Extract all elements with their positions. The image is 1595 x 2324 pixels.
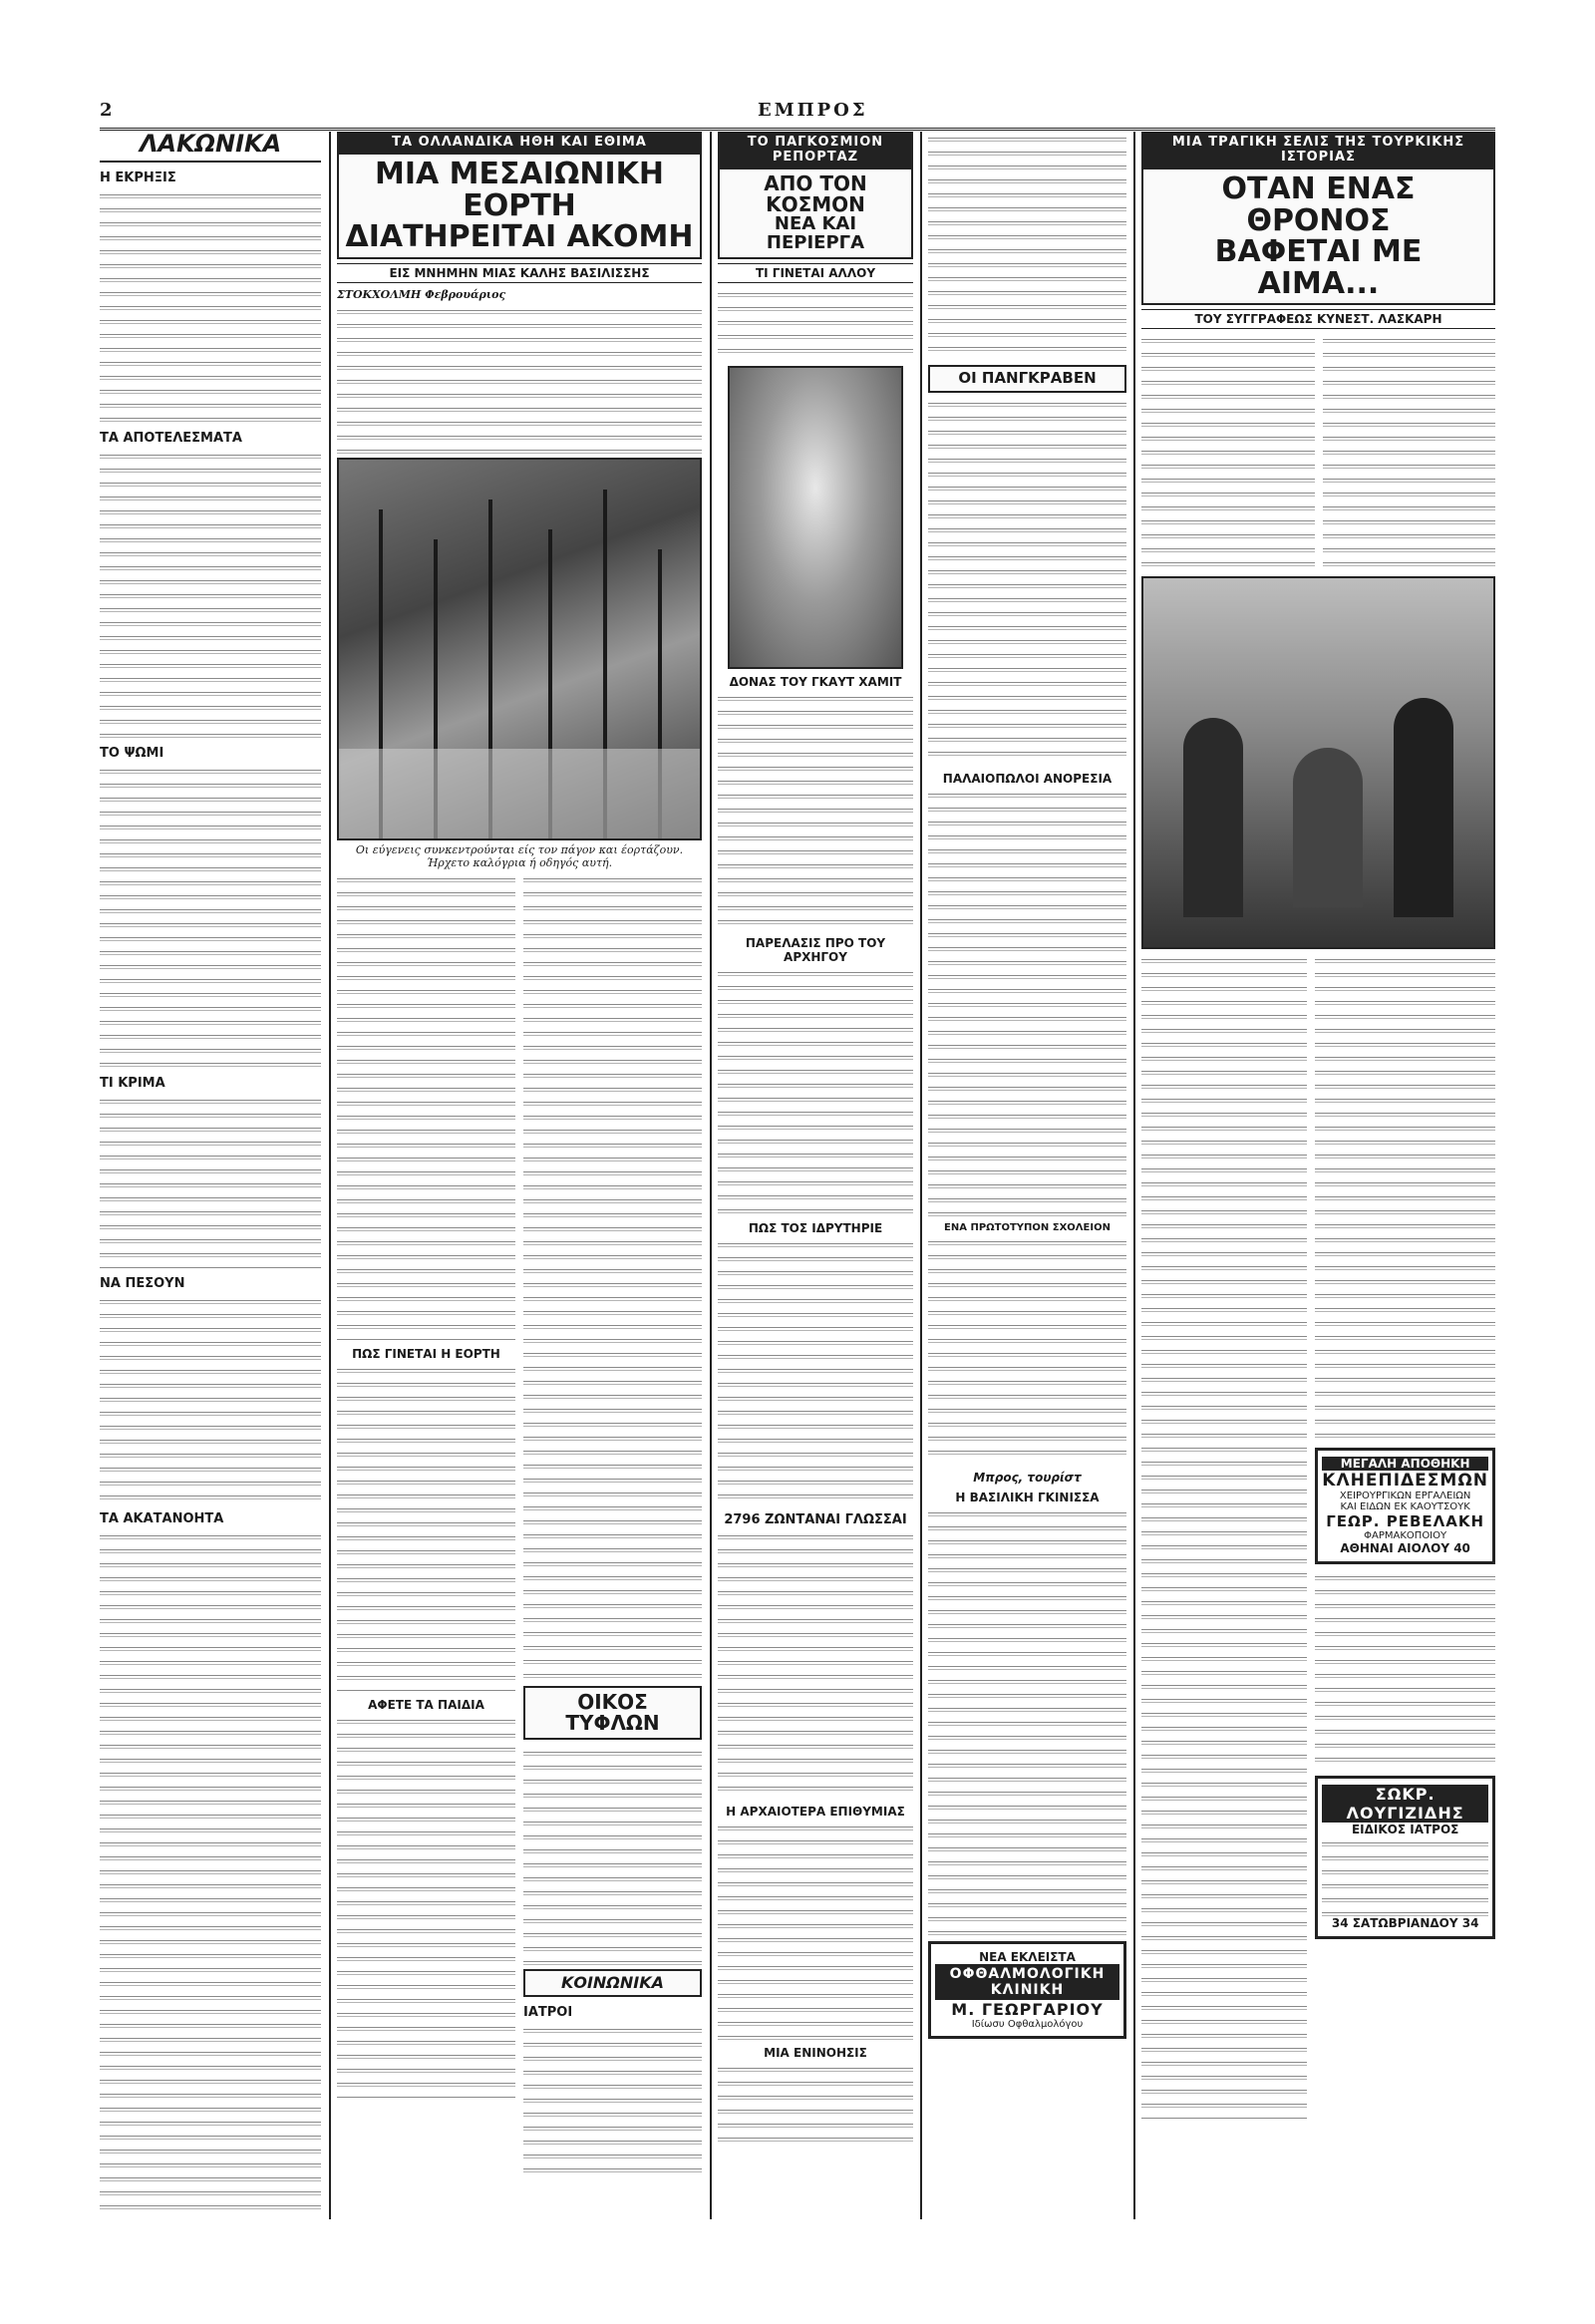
section-heading: ΑΦΕΤΕ ΤΑ ΠΑΙΔΙΑ — [368, 1697, 484, 1712]
article-text — [1315, 953, 1495, 1442]
article-text — [718, 966, 913, 1215]
section-heading: Η ΑΡΧΑΙΟΤΕΡΑ ΕΠΙΘΥΜΙΑΣ — [726, 1804, 905, 1819]
two-column-text — [337, 872, 702, 2173]
kicker: ΤΟ ΠΑΓΚΟΣΜΙΟΝ ΡΕΠΟΡΤΑΖ — [718, 132, 913, 167]
newspaper-name: ΕΜΠΡΟΣ — [758, 100, 868, 121]
dateline: ΣΤΟΚΧΟΛΜΗ Φεβρουάριος — [337, 287, 506, 301]
column-misc — [928, 132, 1126, 2219]
ad-line: Ιδίωσυ Οφθαλμολόγου — [971, 2018, 1084, 2030]
article-text — [1315, 1570, 1495, 1770]
section-heading: Η ΒΑΣΙΛΙΚΗ ΓΚΙΝΙΣΣΑ — [955, 1490, 1100, 1504]
section-heading: Μπρος, τουρίστ — [973, 1470, 1082, 1485]
section-heading: ΜΙΑ ΕΝΙΝΟΗΣΙΣ — [764, 2045, 867, 2060]
ad-line: Μ. ΓΕΩΡΓΑΡΙΟΥ — [951, 1999, 1104, 2019]
figure-shape — [1183, 718, 1243, 917]
figure-shape — [1293, 748, 1363, 907]
text-column — [523, 872, 702, 2173]
headline: ΔΙΑΤΗΡΕΙΤΑΙ ΑΚΟΜΗ — [345, 219, 694, 254]
pharmacy-ad — [1315, 1448, 1495, 1564]
section-heading: ΤΟ ΨΩΜΙ — [100, 746, 164, 762]
headline-box — [718, 167, 913, 259]
box-title: ΟΙΚΟΣ ΤΥΦΛΩΝ — [565, 1689, 660, 1735]
column-rule — [920, 132, 922, 2219]
article-text — [928, 1506, 1126, 1935]
section-heading: 2796 ΖΩΝΤΑΝΑΙ ΓΛΩΣΣΑΙ — [724, 1511, 907, 1527]
section-heading: ΠΑΛΑΙΟΠΩΛΟΙ ΑΝΟΡΕΣΙΑ — [942, 771, 1113, 786]
column-rule — [329, 132, 331, 2219]
section-heading: ΤΙ ΚΡΙΜΑ — [100, 1076, 165, 1092]
illustration — [1141, 576, 1495, 949]
section-heading: ΤΑ ΑΚΑΤΑΝΟΗΤΑ — [100, 1511, 224, 1527]
article-text — [1141, 953, 1307, 2120]
page-number: 2 — [100, 100, 113, 121]
text-column — [1141, 953, 1307, 2120]
article-text — [718, 1237, 913, 1506]
ad-line: ΧΕΙΡΟΥΡΓΙΚΩΝ ΕΡΓΑΛΕΙΩΝ — [1339, 1491, 1471, 1501]
article-text — [100, 449, 321, 738]
column-world-news — [718, 132, 913, 2219]
section-heading: ΕΝΑ ΠΡΩΤΟΤΥΠΟΝ ΣΧΟΛΕΙΟΝ — [944, 1221, 1111, 1233]
article-text — [337, 872, 515, 1341]
two-column-text — [1141, 953, 1495, 2120]
article-text — [523, 1746, 702, 1965]
ice-field — [339, 749, 700, 838]
photo-caption: ΔΟΝΑΣ ΤΟΥ ΓΚΑΥΤ ΧΑΜΙΤ — [729, 674, 902, 689]
kicker: ΜΙΑ ΤΡΑΓΙΚΗ ΣΕΛΙΣ ΤΗΣ ΤΟΥΡΚΙΚΗΣ ΙΣΤΟΡΙΑΣ — [1141, 132, 1495, 167]
ad-line: ΟΦΘΑΛΜΟΛΟΓΙΚΗ ΚΛΙΝΙΚΗ — [935, 1964, 1119, 2000]
social-heading: ΚΟΙΝΩΝΙΚΑ — [560, 1972, 665, 1992]
section-heading: ΝΑ ΠΕΣΟΥΝ — [100, 1276, 185, 1292]
article-text — [100, 1094, 321, 1268]
section-heading: ΤΑ ΑΠΟΤΕΛΕΣΜΑΤΑ — [100, 431, 242, 447]
ad-line: ΚΑΙ ΕΙΔΩΝ ΕΚ ΚΑΟΥΤΣΟΥΚ — [1340, 1501, 1470, 1512]
ad-line: ΝΕΑ ΕΚΛΕΙΣΤΑ — [979, 1949, 1076, 1964]
article-text — [928, 132, 1126, 361]
section-heading: ΠΩΣ ΤΟΣ ΙΔΡΥΤΗΡΙΕ — [748, 1220, 883, 1235]
article-text — [1323, 333, 1496, 572]
article-text — [718, 691, 913, 930]
text-column — [337, 872, 515, 2173]
kicker: ΤΑ ΟΛΛΑΝΔΙΚΑ ΗΘΗ ΚΑΙ ΕΘΙΜΑ — [337, 132, 702, 153]
festival-photo — [337, 458, 702, 840]
article-text — [718, 1821, 913, 2040]
portrait-photo — [728, 366, 903, 669]
section-heading: Η ΕΚΡΗΞΙΣ — [100, 170, 176, 186]
byline: ΤΟΥ ΣΥΓΓΡΑΦΕΩΣ ΚΥΝΕΣΤ. ΛΑΣΚΑΡΗ — [1141, 309, 1495, 329]
article-text — [523, 872, 702, 1680]
doctor-ad — [1315, 1776, 1495, 1939]
article-text — [1141, 333, 1315, 572]
article-text — [928, 1235, 1126, 1465]
headline: ΟΤΑΝ ΕΝΑΣ ΘΡΟΝΟΣ — [1221, 171, 1416, 238]
ad-line: ΑΘΗΝΑΙ ΑΙΟΛΟΥ 40 — [1340, 1541, 1470, 1555]
article-text — [928, 788, 1126, 1216]
section-heading: ΠΑΡΕΛΑΣΙΣ ΠΡΟ ΤΟΥ ΑΡΧΗΓΟΥ — [745, 935, 886, 964]
article-text — [100, 1294, 321, 1503]
column-lakonika — [100, 132, 321, 2219]
headline-box — [1141, 167, 1495, 305]
ad-line: ΓΕΩΡ. ΡΕΒΕΛΑΚΗ — [1326, 1512, 1485, 1530]
headline-box — [337, 153, 702, 259]
ad-line: ΦΑΡΜΑΚΟΠΟΙΟΥ — [1364, 1530, 1447, 1541]
headline: ΑΠΟ ΤΟΝ ΚΟΣΜΟΝ — [764, 171, 867, 216]
column-dutch-festival — [337, 132, 702, 2219]
section-heading: ΟΙ ΠΑΝΓΚΡΑΒΕΝ — [958, 369, 1097, 387]
article-text — [928, 397, 1126, 766]
section-heading: ΠΩΣ ΓΙΝΕΤΑΙ Η ΕΟΡΤΗ — [352, 1346, 500, 1361]
ad-text — [1322, 1836, 1488, 1916]
photo-caption: Οι εύγενεις συνκεντρούνται είς τον πάγον και έορτάζουν. Ήρχετο καλόγρια ή οδηγός αυτή. — [355, 842, 684, 869]
article-text — [718, 2062, 913, 2152]
article-text — [100, 764, 321, 1068]
column-rule — [710, 132, 712, 2219]
article-text — [337, 1363, 515, 1692]
social-box — [523, 1969, 702, 1998]
article-text — [523, 2023, 702, 2172]
column-turkish-history — [1141, 132, 1495, 2219]
blind-house-box — [523, 1686, 702, 1740]
headline: ΜΙΑ ΜΕΣΑΙΩΝΙΚΗ ΕΟΡΤΗ — [374, 157, 665, 223]
headline: ΝΕΑ ΚΑΙ ΠΕΡΙΕΡΓΑ — [766, 213, 865, 253]
article-text — [718, 1529, 913, 1799]
section-box — [928, 365, 1126, 393]
eye-clinic-ad — [928, 1941, 1126, 2039]
article-text — [337, 304, 702, 454]
article-text — [718, 287, 913, 362]
ad-line: ΚΛΗΕΠΙΔΕΣΜΩΝ — [1322, 1471, 1488, 1491]
ad-line: ΕΙΔΙΚΟΣ ΙΑΤΡΟΣ — [1351, 1823, 1459, 1836]
column-heading: ΛΑΚΩΝΙΚΑ — [100, 132, 321, 163]
figure-shape — [1394, 698, 1453, 917]
two-column-text — [1141, 333, 1495, 572]
text-column — [1315, 953, 1495, 2120]
headline: ΒΑΦΕΤΑΙ ΜΕ ΑΙΜΑ... — [1214, 234, 1423, 301]
article-text — [337, 1714, 515, 2098]
subheadline: ΤΙ ΓΙΝΕΤΑΙ ΑΛΛΟΥ — [718, 263, 913, 283]
ad-line: ΣΩΚΡ. ΛΟΥΓΙΖΙΔΗΣ — [1322, 1785, 1488, 1823]
subheadline: ΕΙΣ ΜΝΗΜΗΝ ΜΙΑΣ ΚΑΛΗΣ ΒΑΣΙΛΙΣΣΗΣ — [337, 263, 702, 283]
ad-line: ΜΕΓΑΛΗ ΑΠΟΘΗΚΗ — [1322, 1457, 1488, 1471]
article-text — [100, 1529, 321, 2219]
article-text — [100, 188, 321, 423]
column-rule — [1133, 132, 1135, 2219]
social-subheading: ΙΑΤΡΟΙ — [523, 2005, 573, 2021]
ad-line: 34 ΣΑΤΩΒΡΙΑΝΔΟΥ 34 — [1331, 1916, 1479, 1930]
